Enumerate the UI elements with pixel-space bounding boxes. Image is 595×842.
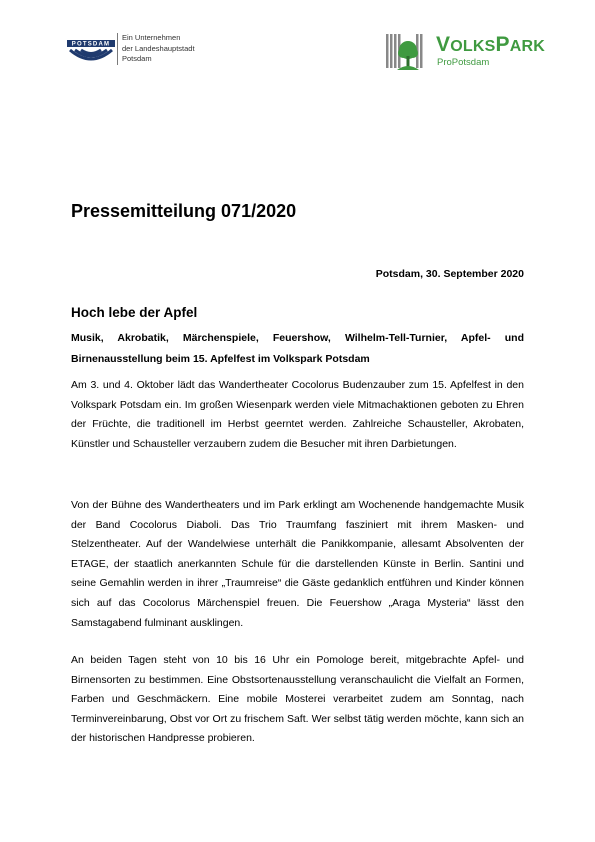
potsdam-logo xyxy=(66,34,118,74)
tagline-line-3: Potsdam xyxy=(122,54,152,64)
tagline-line-2: der Landeshauptstadt xyxy=(122,43,195,53)
paragraph-3: An beiden Tagen steht von 10 bis 16 Uhr ein Pomologe bereit, mitgebrachte Apfel- und Birnensorten zu bestimmen. Eine Obstsortenausstellung veranschaulicht die Vielfalt an Formen, Farben und Geschmäckern. Eine mobile Mosterei verarbeitet zudem am Sonntag, nach Terminvereinbarung, Obst vor Ort zu frischem Saft. Wer selbst tätig werden möchte, kann sich an der historischen Handpresse probieren. xyxy=(71,654,524,745)
volkspark-logo-text: VOLKSPARK xyxy=(436,33,545,56)
release-date: Potsdam, 30. September 2020 xyxy=(375,268,524,280)
subheadline: Musik, Akrobatik, Märchenspiele, Feuershow, Wilhelm-Tell-Turnier, Apfel- und Birnenausstellung beim 15. Apfelfest im Volkspark Potsdam xyxy=(71,332,524,365)
paragraph-1: Am 3. und 4. Oktober lädt das Wandertheater Cocolorus Budenzauber zum 15. Apfelfest in den Volkspark Potsdam ein. Im großen Wiesenpark werden viele Mitmachaktionen geboten zu Ehren der Früchte, die traditionell im Herbst geerntet werden. Zahlreiche Schausteller, Akrobaten, Künstler und Schausteller verzaubern zudem die Besucher mit ihren Darbietungen. xyxy=(71,379,524,450)
potsdam-tagline xyxy=(122,33,195,65)
volkspark-subtitle: ProPotsdam xyxy=(437,57,490,68)
headline: Hoch lebe der Apfel xyxy=(71,305,198,320)
potsdam-logo-label: POTSDAM xyxy=(71,41,111,48)
paragraph-2: Von der Bühne des Wandertheaters und im Park erklingt am Wochenende handgemachte Musik der Band Cocolorus Diaboli. Das Trio Traumfang fasziniert mit ihrem Masken- und Stelzentheater. Auf der Wandelwiese unterhält die Panikkompanie, allesamt Absolventen der ETAGE, der staatlich anerkannten Schule für die darstellenden Künste in Berlin. Santini und seine Gemahlin werden in ihrer „Traumreise“ die Gäste gedanklich entführen und Kinder können sich auf das Cocolorus Märchenspiel freuen. Die Feuershow „Araga Mysteria“ lässt den Samstagabend fulminant ausklingen. xyxy=(71,499,524,629)
page-title: Pressemitteilung 071/2020 xyxy=(71,201,297,221)
tagline-line-1: Ein Unternehmen xyxy=(122,33,181,42)
volkspark-tree-icon xyxy=(385,34,427,72)
logo-divider xyxy=(117,33,118,65)
